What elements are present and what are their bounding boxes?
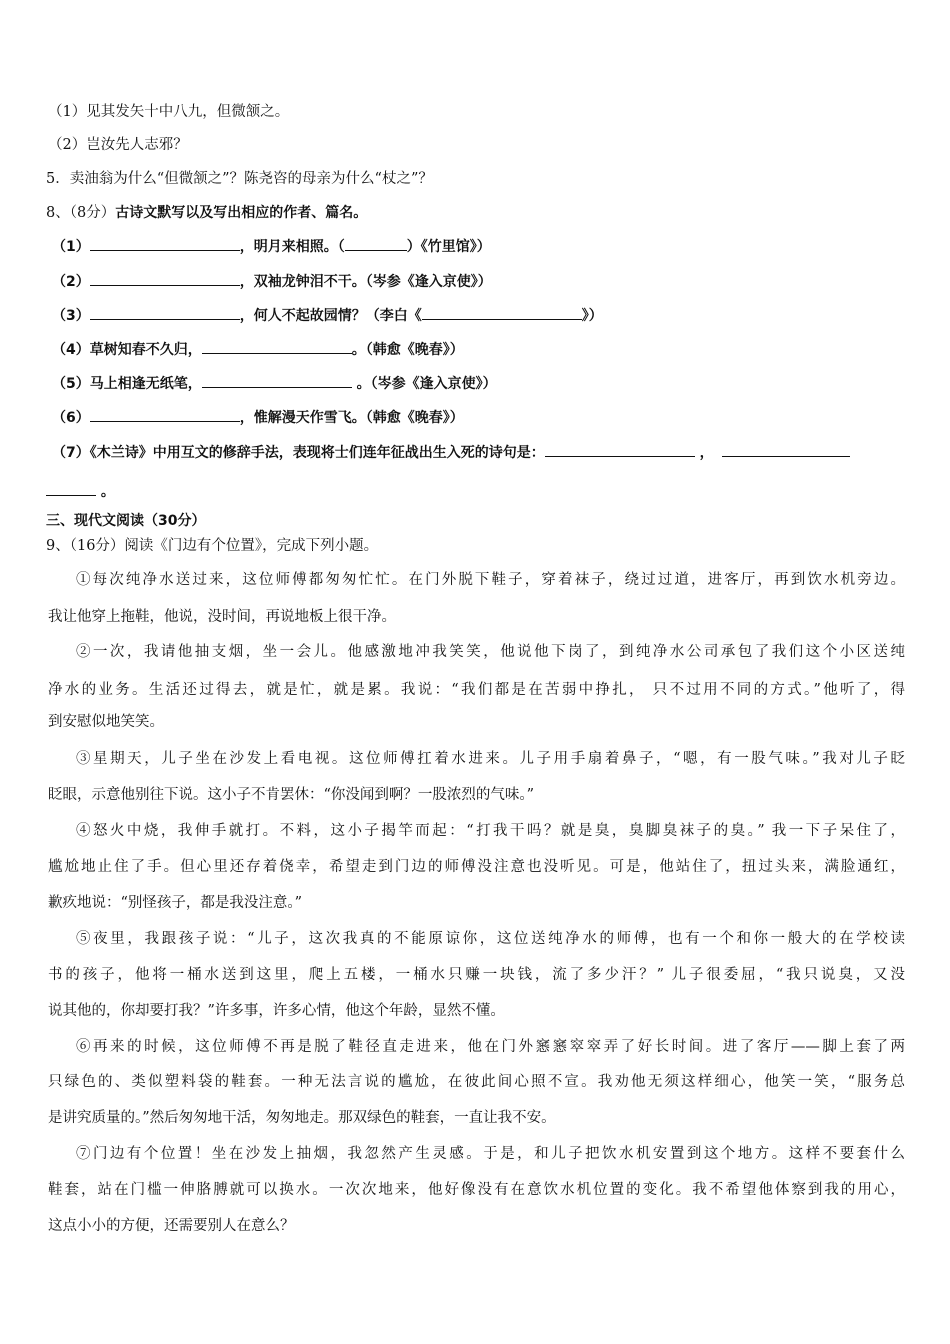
paragraph-7-line: 鞋套，站在门槛一伸胳膊就可以换水。一次次地来，他好像没有在意饮水机位置的变化。我不希望他体察到我的用心， [48,1182,905,1198]
paragraph-3-line: 眨眼，示意他别往下说。这小子不肯罢休：“你没闻到啊？一股浓烈的气味。” [48,787,535,803]
question-1: （1）见其发矢十中八九，但微颔之。 [48,104,290,120]
answer-blank[interactable] [202,338,352,354]
question-5: 5．卖油翁为什么“但微颔之”？陈尧咨的母亲为什么“杖之”？ [46,171,433,187]
poem-item-3: （3） ，何人不起故园情？（李白《 》） [52,304,603,326]
paragraph-7-first-line: ⑦门边有个位置！坐在沙发上抽烟，我忽然产生灵感。于是，和儿子把饮水机安置到这个地方。这样不要套什么 [76,1146,905,1162]
answer-blank[interactable] [90,304,240,320]
paragraph-1-line: 我让他穿上拖鞋，他说，没时间，再说地板上很干净。 [48,609,396,625]
paragraph-5-line: 书的孩子，他将一桶水送到这里，爬上五楼，一桶水只赚一块钱，流了多少汗？” 儿子很委屈，“我只说臭，又没 [48,967,905,983]
answer-blank[interactable] [345,235,407,251]
paragraph-3-first-line: ③星期天，儿子坐在沙发上看电视。这位师傅扛着水进来。儿子用手扇着鼻子，“嗯，有一股气味。”我对儿子眨 [76,751,905,767]
question-2: （2）岂汝先人志邪？ [48,137,188,153]
answer-blank[interactable] [46,480,96,496]
poem-item-7-cont: 。 [46,480,115,502]
paragraph-6-line: 只绿色的、类似塑料袋的鞋套。一种无法言说的尴尬，在彼此间心照不宣。我劝他无须这样细心，他笑一笑，“服务总 [48,1074,905,1090]
paragraph-2-line: 净水的业务。生活还过得去，就是忙，就是累。我说：“我们都是在苦弱中挣扎， 只不过用不同的方式。”他听了，得 [48,682,905,698]
paragraph-2-first-line: ②一次，我请他抽支烟，坐一会儿。他感激地冲我笑笑，他说他下岗了，到纯净水公司承包了我们这个小区送纯 [76,644,905,660]
section-8-number: 8、（8分） [46,205,116,221]
poem-item-1: （1） ，明月来相照。（ ）《竹里馆》） [52,235,491,257]
poem-item-2: （2） ，双袖龙钟泪不干。（岑参《逢入京使》） [52,270,492,292]
answer-blank[interactable] [422,304,582,320]
paragraph-5-line: 说其他的，你却要打我？”许多事，许多心情，他这个年龄，显然不懂。 [48,1003,505,1019]
paragraph-5-first-line: ⑤夜里，我跟孩子说：“儿子，这次我真的不能原谅你，这位送纯净水的师傅，也有一个和你一般大的在学校读 [76,931,905,947]
paragraph-4-first-line: ④怒火中烧，我伸手就打。不料，这小子揭竿而起：“打我干吗？就是臭，臭脚臭袜子的臭。” 我一下子呆住了， [76,823,905,839]
paragraph-6-first-line: ⑥再来的时候，这位师傅不再是脱了鞋径直走进来，他在门外窸窸窣窣弄了好长时间。进了客厅——脚上套了两 [76,1039,905,1055]
paragraph-6-line: 是讲究质量的。”然后匆匆地干活，匆匆地走。那双绿色的鞋套，一直让我不安。 [48,1110,556,1126]
section-3-heading: 三、现代文阅读（30分） [46,513,206,529]
paragraph-2-line: 到安慰似地笑笑。 [48,714,164,730]
poem-item-7: （7）《木兰诗》中用互文的修辞手法，表现将士们连年征战出生入死的诗句是： ， [52,441,850,463]
poem-item-4: （4）草树知春不久归， 。（韩愈《晚春》） [52,338,464,360]
answer-blank[interactable] [722,441,850,457]
paragraph-7-line: 这点小小的方便，还需要别人在意么？ [48,1218,295,1234]
paragraph-4-line: 尴尬地止住了手。但心里还存着侥幸，希望走到门边的师傅没注意也没听见。可是，他站住了，扭过头来，满脸通红， [48,859,905,875]
answer-blank[interactable] [202,372,352,388]
answer-blank[interactable] [90,235,240,251]
answer-blank[interactable] [90,270,240,286]
question-9: 9、（16分）阅读《门边有个位置》，完成下列小题。 [46,538,379,554]
paragraph-1-first-line: ①每次纯净水送过来，这位师傅都匆匆忙忙。在门外脱下鞋子，穿着袜子，绕过过道，进客厅，再到饮水机旁边。 [76,572,905,588]
answer-blank[interactable] [545,441,695,457]
poem-item-6: （6） ，惟解漫天作雪飞。（韩愈《晚春》） [52,406,464,428]
answer-blank[interactable] [90,406,240,422]
paragraph-4-line: 歉疚地说：“别怪孩子，都是我没注意。” [48,895,303,911]
poem-item-5: （5）马上相逢无纸笔， 。（岑参《逢入京使》） [52,372,497,394]
section-8-heading [46,203,367,223]
section-8-title: 古诗文默写以及写出相应的作者、篇名。 [115,205,368,221]
